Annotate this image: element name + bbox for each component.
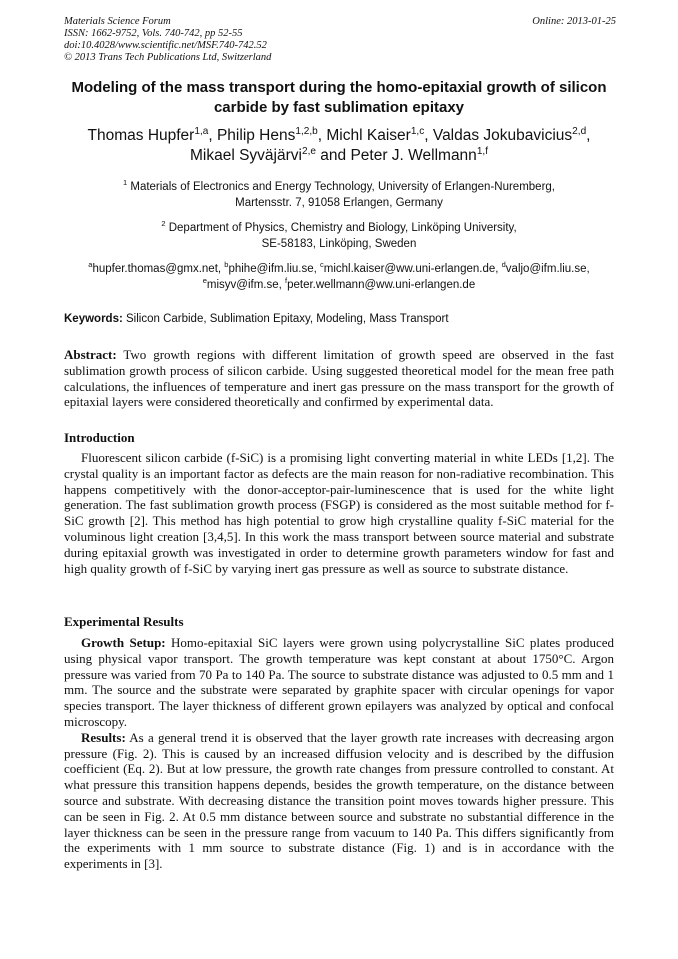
email-list bbox=[64, 261, 614, 293]
email-link[interactable]: hupfer.thomas@gmx.net bbox=[92, 263, 218, 275]
paper-title: Modeling of the mass transport during the homo-epitaxial growth of silicon carbide by fast sublimation epitaxy bbox=[71, 79, 607, 116]
email-link[interactable]: michl.kaiser@ww.uni-erlangen.de bbox=[323, 263, 496, 275]
author-affil-sup: 1,c bbox=[410, 125, 425, 137]
author-name: Michl Kaiser bbox=[326, 127, 411, 144]
email-separator: , bbox=[217, 263, 225, 275]
experimental-body bbox=[64, 635, 614, 872]
author-affil-sup: 1,a bbox=[194, 125, 209, 137]
author-affil-sup: 1,f bbox=[476, 145, 489, 157]
email-link[interactable]: misyv@ifm.se bbox=[206, 279, 279, 291]
email-link[interactable]: valjo@ifm.liu.se bbox=[505, 263, 587, 275]
doi-line: doi:10.4028/www.scientific.net/MSF.740-742.52 bbox=[64, 40, 267, 51]
results-label: Results: bbox=[81, 729, 126, 745]
affiliation-number: 2 bbox=[161, 219, 166, 229]
keywords-text: Silicon Carbide, Sublimation Epitaxy, Modeling, Mass Transport bbox=[126, 313, 449, 325]
email-separator: , bbox=[278, 279, 286, 291]
email-sup: c bbox=[320, 260, 324, 270]
keywords bbox=[64, 311, 614, 327]
author-affil-sup: 2,d bbox=[572, 125, 587, 137]
abstract-label: Abstract: bbox=[64, 347, 117, 362]
author-affil-sup: 2,e bbox=[301, 145, 316, 157]
abstract bbox=[64, 347, 614, 410]
affiliation-2 bbox=[64, 220, 614, 252]
affiliation-1 bbox=[64, 179, 614, 211]
experimental-heading: Experimental Results bbox=[64, 614, 184, 629]
author-name: Valdas Jokubavicius bbox=[432, 127, 573, 144]
author-separator: , bbox=[586, 127, 591, 144]
affiliation-line: SE-58183, Linköping, Sweden bbox=[261, 238, 417, 250]
author-affil-sup: 1,2,b bbox=[295, 125, 318, 137]
results-text: As a general trend it is observed that the layer growth rate increases with decreasing argon pressure (Fig. 2). This is caused by an increased diffusion velocity and is described by the diffusion coefficient (Eq. 2). But at low pressure, the growth rate changes from pressure controlled to constant. At what pressure this transition happens depends, besides the growth temperature, on the distance between source and substrate. With decreasing distance the transition point moves towards higher pressure. This can be seen in Fig. 2. At 0.5 mm distance between source and substrate no substantial difference in the layer thickness can be seen in the pressure range from vacuum to 140 Pa. This differs significantly from the experiments with 1 mm source to substrate distance (Fig. 1) and is in accordance with the experiments in [3]. bbox=[64, 729, 614, 872]
issn-line: ISSN: 1662-9752, Vols. 740-742, pp 52-55 bbox=[64, 28, 243, 39]
author-separator: , bbox=[208, 127, 217, 144]
author-name: Mikael Syväjärvi bbox=[189, 147, 302, 164]
email-sup: b bbox=[224, 260, 229, 270]
email-sup: d bbox=[501, 260, 506, 270]
journal-header bbox=[64, 16, 271, 64]
introduction-text: Fluorescent silicon carbide (f-SiC) is a promising light converting material in white LEDs [1,2]. The crystal quality is an important factor as defects are the main reason for non-radiative recombination. This happens competitively with the donor-acceptor-pair-luminescence that is used for the white light generation. The fast sublimation growth process (FSGP) is considered as the most suitable method for f-SiC growth [2]. This method has high potential to grow high crystalline quality f-SiC material for the voluminous light creation [3,4,5]. In this work the mass transport between source material and substrate during epitaxial growth was investigated in order to determine growth parameters window for fast and high quality growth of f-SiC by varying inert gas pressure as well as source to substrate distance. bbox=[64, 450, 614, 576]
author-list bbox=[64, 126, 614, 166]
author-name: Peter J. Wellmann bbox=[350, 147, 477, 164]
author-separator: and bbox=[315, 147, 351, 164]
keywords-label: Keywords: bbox=[64, 313, 123, 325]
introduction-body bbox=[64, 450, 614, 576]
author-name: Philip Hens bbox=[216, 127, 296, 144]
online-date: Online: 2013-01-25 bbox=[532, 16, 616, 27]
author-separator: , bbox=[317, 127, 327, 144]
email-separator: , bbox=[495, 263, 502, 275]
author-name: Thomas Hupfer bbox=[87, 127, 195, 144]
copyright-line: © 2013 Trans Tech Publications Ltd, Switzerland bbox=[64, 52, 272, 63]
author-separator: , bbox=[424, 127, 433, 144]
email-link[interactable]: phihe@ifm.liu.se bbox=[228, 263, 314, 275]
abstract-text: Two growth regions with different limitation of growth speed are observed in the fast sublimation growth process of silicon carbide. Using suggested theoretical model for the mean free path calculations, the influences of temperature and inert gas pressure on the mass transport for the growth of epitaxial layers were considered theoretically and confirmed by experimental data. bbox=[64, 347, 615, 410]
email-sup: e bbox=[202, 276, 207, 286]
journal-name: Materials Science Forum bbox=[64, 16, 171, 27]
introduction-heading: Introduction bbox=[64, 430, 135, 445]
affiliation-line: Martensstr. 7, 91058 Erlangen, Germany bbox=[235, 197, 443, 209]
affiliation-number: 1 bbox=[123, 178, 128, 188]
growth-setup-text: Homo-epitaxial SiC layers were grown using polycrystalline SiC plates produced using physical vapor transport. The growth temperature was kept constant at about 1750°C. Argon pressure was varied from 70 Pa to 140 Pa. The source to substrate distance was adjusted to 0.5 mm and 1 mm. The source and the substrate were separated by graphite spacer with circular openings for vapor species transport. The layer thickness of different grown epilayers was analyzed by optical and confocal microscopy. bbox=[64, 635, 615, 729]
email-sup: a bbox=[88, 260, 93, 270]
growth-setup-label: Growth Setup: bbox=[81, 635, 166, 650]
affiliation-line: Department of Physics, Chemistry and Biology, Linköping University, bbox=[168, 222, 517, 234]
email-separator: , bbox=[586, 263, 590, 275]
email-sup: f bbox=[285, 276, 288, 286]
affiliation-line: Materials of Electronics and Energy Technology, University of Erlangen-Nuremberg, bbox=[130, 181, 555, 193]
email-link[interactable]: peter.wellmann@ww.uni-erlangen.de bbox=[287, 279, 476, 291]
email-separator: , bbox=[313, 263, 321, 275]
